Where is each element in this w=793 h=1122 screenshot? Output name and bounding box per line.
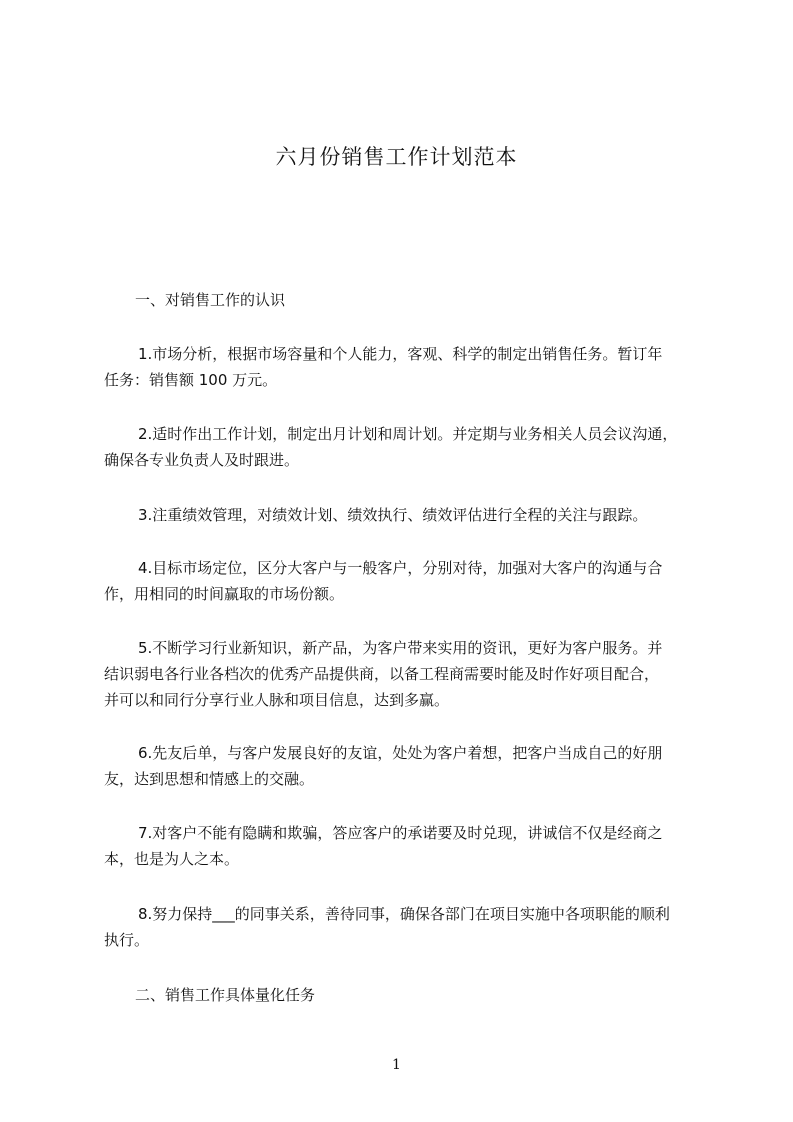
list-item-5 xyxy=(104,635,704,713)
document-title: 六月份销售工作计划范本 xyxy=(275,145,518,169)
list-item-line: 确保各专业负责人及时跟进。 xyxy=(104,451,300,469)
list-item-line: 作，用相同的时间赢取的市场份额。 xyxy=(104,585,345,603)
list-item-4 xyxy=(104,555,704,607)
list-item-7 xyxy=(104,820,704,872)
list-item-1 xyxy=(104,341,704,393)
list-item-line: 3.注重绩效管理，对绩效计划、绩效执行、绩效评估进行全程的关注与跟踪。 xyxy=(138,506,648,524)
list-item-line: 友，达到思想和情感上的交融。 xyxy=(104,770,315,788)
list-item-line: 并可以和同行分享行业人脉和项目信息，达到多赢。 xyxy=(104,691,450,709)
section-heading-1: 一、对销售工作的认识 xyxy=(135,291,286,309)
list-item-line: 4.目标市场定位，区分大客户与一般客户，分别对待，加强对大客户的沟通与合 xyxy=(138,559,663,577)
list-item-line: 执行。 xyxy=(104,931,150,949)
list-item-line: 结识弱电各行业各档次的优秀产品提供商，以备工程商需要时能及时作好项目配合， xyxy=(104,665,660,683)
list-item-line: 2.适时作出工作计划，制定出月计划和周计划。并定期与业务相关人员会议沟通， xyxy=(138,425,678,443)
list-item-line: 1.市场分析，根据市场容量和个人能力，客观、科学的制定出销售任务。暂订年 xyxy=(138,345,663,363)
list-item-6 xyxy=(104,740,704,792)
list-item-line: 6.先友后单，与客户发展良好的友谊，处处为客户着想，把客户当成自己的好朋 xyxy=(138,744,663,762)
section-heading-2: 二、销售工作具体量化任务 xyxy=(135,986,316,1004)
list-item-line: 任务：销售额 100 万元。 xyxy=(104,371,278,389)
list-item-2 xyxy=(104,421,704,473)
page-number: 1 xyxy=(392,1057,401,1073)
list-item-3 xyxy=(104,502,704,528)
list-item-line: 5.不断学习行业新知识，新产品，为客户带来实用的资讯，更好为客户服务。并 xyxy=(138,639,663,657)
list-item-8 xyxy=(104,901,704,953)
list-item-line: 8.努力保持___的同事关系，善待同事，确保各部门在项目实施中各项职能的顺利 xyxy=(138,905,670,923)
list-item-line: 7.对客户不能有隐瞒和欺骗，答应客户的承诺要及时兑现，讲诚信不仅是经商之 xyxy=(138,824,663,842)
list-item-line: 本，也是为人之本。 xyxy=(104,850,240,868)
